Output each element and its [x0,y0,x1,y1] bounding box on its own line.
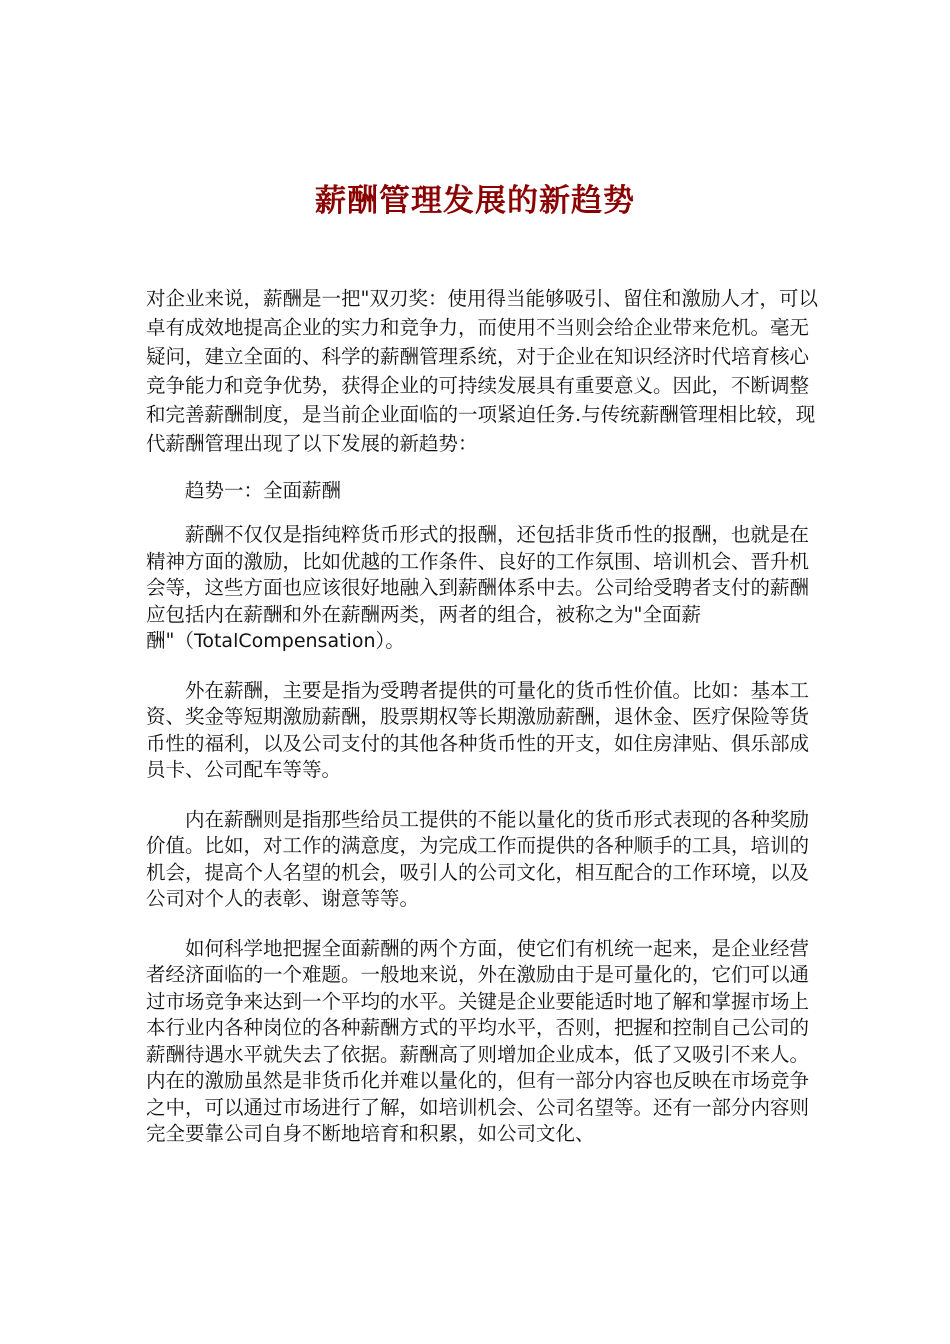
balance-paragraph: 如何科学地把握全面薪酬的两个方面，使它们有机统一起来，是企业经营者经济面临的一个难题。一般地来说，外在激励由于是可量化的，它们可以通过市场竞争来达到一个平均的水平。关键是企业要能适时地了解和掌握市场上本行业内各种岗位的各种薪酬方式的平均水平，否则，把握和控制自己公司的薪酬待遇水平就失去了依据。薪酬高了则增加企业成本，低了又吸引不来人。内在的激励虽然是非货币化并难以量化的，但有一部分内容也反映在市场竞争之中，可以通过市场进行了解，如培训机会、公司名望等。还有一部分内容则完全要靠公司自身不断地培育和积累，如公司文化、 [146,936,810,1145]
extrinsic-compensation-paragraph: 外在薪酬，主要是指为受聘者提供的可量化的货币性价值。比如：基本工资、奖金等短期激励薪酬，股票期权等长期激励薪酬，退休金、医疗保险等货币性的福利，以及公司支付的其他各种货币性的开支，如住房津贴、俱乐部成员卡、公司配车等等。 [146,678,810,781]
page-title: 薪酬管理发展的新趋势 [315,183,635,219]
total-compensation-paragraph [146,522,818,655]
total-compensation-closing: ）。 [375,629,405,652]
total-compensation-term: TotalCompensation [193,630,376,652]
document-body [146,284,818,1148]
total-compensation-text: 薪酬不仅仅是指纯粹货币形式的报酬，还包括非货币性的报酬，也就是在精神方面的激励，比如优越的工作条件、良好的工作氛围、培训机会、晋升机会等，这些方面也应该很好地融入到薪酬体系中去。公司给受聘者支付的薪酬应包括内在薪酬和外在薪酬两类，两者的组合，被称之为"全面薪酬"（ [146,523,810,652]
intro-paragraph: 对企业来说，薪酬是一把"双刃奖：使用得当能够吸引、留住和激励人才，可以卓有成效地提高企业的实力和竞争力，而使用不当则会给企业带来危机。毫无疑问，建立全面的、科学的薪酬管理系统，对于企业在知识经济时代培育核心竞争能力和竞争优势，获得企业的可持续发展具有重要意义。因此，不断调整和完善薪酬制度，是当前企业面临的一项紧迫任务.与传统薪酬管理相比较，现代薪酬管理出现了以下发展的新趋势： [146,287,818,455]
intrinsic-compensation-paragraph: 内在薪酬则是指那些给员工提供的不能以量化的货币形式表现的各种奖励价值。比如，对工作的满意度，为完成工作而提供的各种顺手的工具，培训的机会，提高个人名望的机会，吸引人的公司文化，相互配合的工作环境，以及公司对个人的表彰、谢意等等。 [146,807,810,910]
trend-one-heading: 趋势一：全面薪酬 [185,479,342,502]
